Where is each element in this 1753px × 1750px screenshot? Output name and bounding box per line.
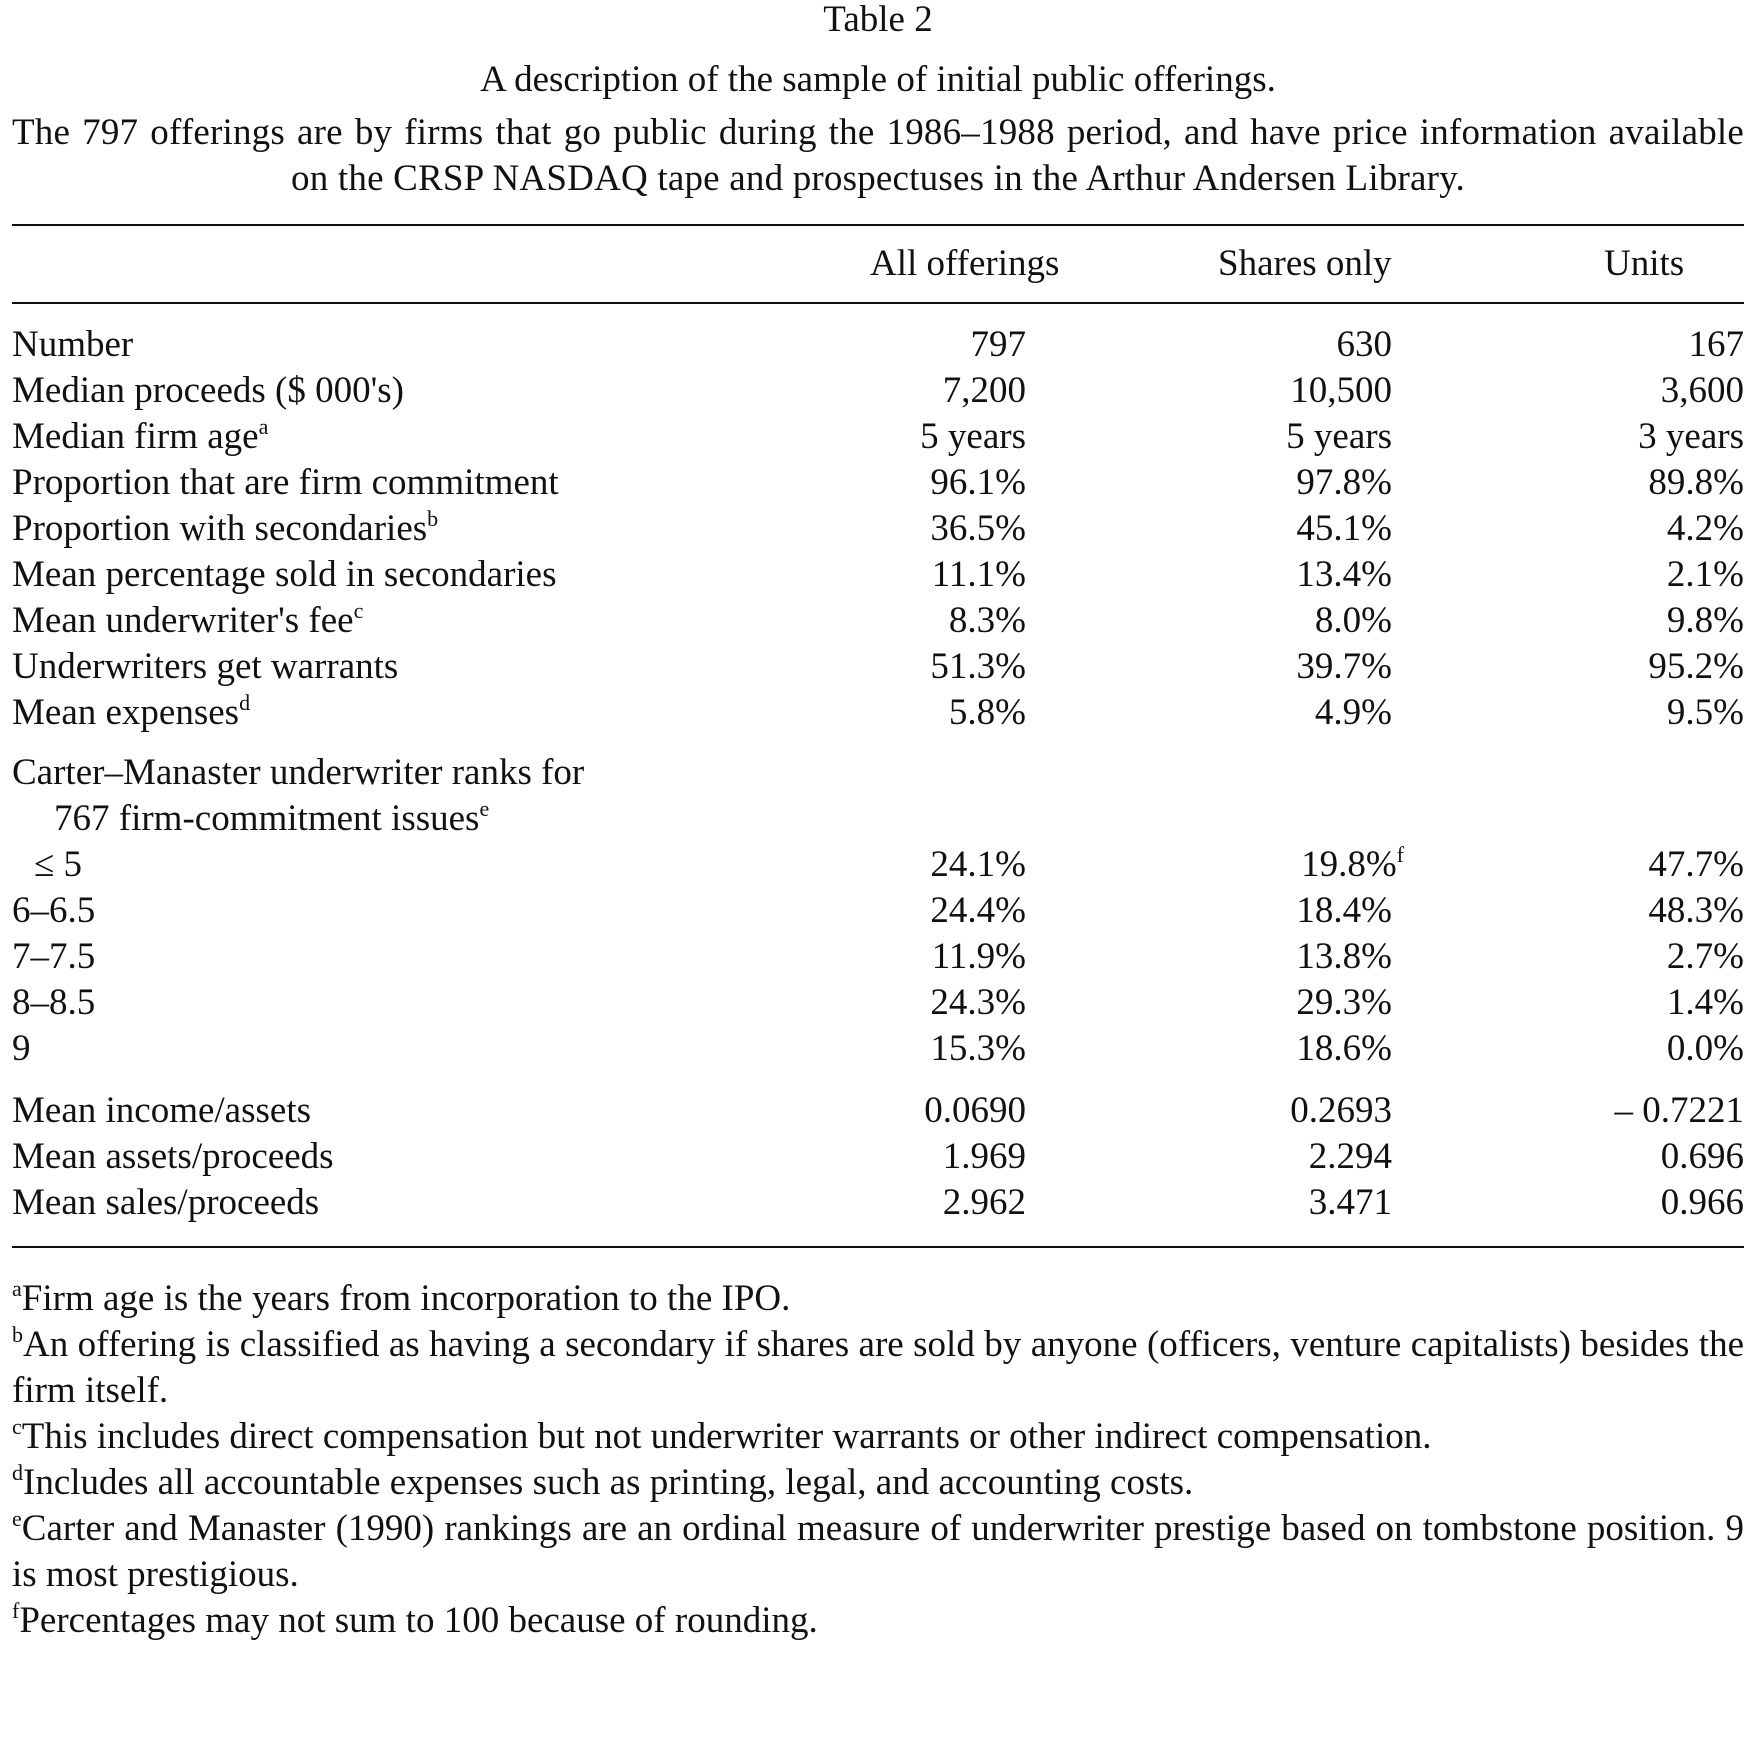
cell-all-offerings: 51.3%	[930, 646, 1026, 687]
table-row	[12, 460, 1744, 506]
cell-units: 0.0%	[1666, 1028, 1744, 1069]
row-label: Proportion with secondaries$^b$	[12, 506, 439, 549]
page	[12, 0, 1744, 1644]
row-label: Number	[12, 324, 134, 365]
table-row	[12, 888, 1744, 934]
ranks-heading-line-1: Carter–Manaster underwriter ranks for	[12, 752, 585, 793]
footnote-c: $^c$This includes direct compensation but not underwriter warrants or other indirect compensation.	[12, 1414, 1432, 1457]
footnote-mark: b	[427, 506, 439, 531]
row-label: Mean sales/proceeds	[12, 1182, 320, 1223]
row-label: Mean underwriter's fee$^c$	[12, 598, 364, 641]
cell-all-offerings: 797	[970, 324, 1026, 365]
table-row	[12, 1180, 1744, 1226]
table-number: Table 2	[823, 0, 933, 40]
row-label: Mean income/assets	[12, 1090, 311, 1131]
footnote-d: $^d$Includes all accountable expenses such as printing, legal, and accounting costs.	[12, 1460, 1194, 1503]
cell-all-offerings: 15.3%	[930, 1028, 1026, 1069]
table-row	[12, 598, 1744, 644]
cell-units: – 0.7221	[1614, 1090, 1744, 1131]
cell-all-offerings: 1.969	[942, 1136, 1026, 1177]
cell-all-offerings: 2.962	[942, 1182, 1026, 1223]
cell-all-offerings: 7,200	[942, 370, 1026, 411]
row-label: Proportion that are firm commitment	[12, 462, 559, 503]
footnote-mark: e	[479, 796, 490, 821]
cell-shares-only: 29.3%	[1296, 982, 1392, 1023]
row-label: 8–8.5	[12, 982, 96, 1023]
column-header-shares-only: Shares only	[1218, 243, 1392, 284]
row-label: Mean assets/proceeds	[12, 1136, 334, 1177]
table-row	[12, 842, 1744, 888]
cell-units: 167	[1688, 324, 1744, 365]
cell-all-offerings: 11.9%	[931, 936, 1026, 977]
cell-shares-only: 18.4%	[1296, 890, 1392, 931]
table-caption: The 797 offerings are by firms that go public during the 1986–1988 period, and have price information available on the CRSP NASDAQ tape and prospectuses in the Arthur Andersen Library.	[12, 112, 1744, 199]
footnote-mark: e	[12, 1506, 22, 1531]
row-label: ≤ 5	[34, 844, 83, 885]
row-label: Underwriters get warrants	[12, 646, 399, 687]
cell-shares-only: 2.294	[1308, 1136, 1392, 1177]
footnote-mark: c	[353, 598, 364, 623]
table-row	[12, 1134, 1744, 1180]
cell-shares-only: 3.471	[1308, 1182, 1392, 1223]
cell-shares-only: 8.0%	[1314, 600, 1392, 641]
row-label: Mean expenses$^d$	[12, 690, 251, 733]
cell-all-offerings: 36.5%	[930, 508, 1026, 549]
cell-shares-only: 5 years	[1286, 416, 1392, 457]
footnote-mark: a	[12, 1276, 22, 1301]
cell-units: 3,600	[1660, 370, 1744, 411]
table-row	[12, 506, 1744, 552]
table-row	[12, 414, 1744, 460]
cell-all-offerings: 24.1%	[930, 844, 1026, 885]
table-row	[12, 644, 1744, 690]
cell-units: 89.8%	[1648, 462, 1744, 503]
cell-units: 95.2%	[1648, 646, 1744, 687]
cell-units: 47.7%	[1648, 844, 1744, 885]
cell-units: 0.696	[1660, 1136, 1744, 1177]
footnote-e: $^e$Carter and Manaster (1990) rankings are an ordinal measure of underwriter prestige based on tombstone position. 9 is most prestigious.	[12, 1506, 1744, 1595]
footnote-mark: d	[12, 1460, 23, 1485]
table-row	[12, 322, 1744, 368]
cell-shares-only: 13.8%	[1296, 936, 1392, 977]
footnote-b: $^b$An offering is classified as having a secondary if shares are sold by anyone (officers, venture capitalists) besides the firm itself.	[12, 1322, 1744, 1411]
ranks-heading-line-2: 767 firm-commitment issues$^e$	[54, 796, 490, 839]
footnote-f: $^f$Percentages may not sum to 100 because of rounding.	[12, 1598, 818, 1641]
cell-shares-only: 97.8%	[1296, 462, 1392, 503]
cell-units: 2.1%	[1666, 554, 1744, 595]
table-row	[12, 1088, 1744, 1134]
footnote-mark: b	[12, 1322, 23, 1347]
cell-all-offerings: 0.0690	[924, 1090, 1026, 1131]
cell-shares-only: 4.9%	[1314, 692, 1392, 733]
cell-all-offerings: 24.4%	[930, 890, 1026, 931]
cell-shares-only: 39.7%	[1296, 646, 1392, 687]
footnote-mark: f	[1396, 842, 1404, 867]
row-label: Mean percentage sold in secondaries	[12, 554, 557, 595]
table-row	[12, 1026, 1744, 1072]
footnote-mark: f	[12, 1598, 20, 1623]
footnotes	[12, 1276, 1744, 1644]
cell-shares-only: 19.8%$^f$	[1301, 842, 1404, 885]
cell-all-offerings: 5.8%	[948, 692, 1026, 733]
table-title: A description of the sample of initial public offerings.	[480, 59, 1276, 100]
row-label: 6–6.5	[12, 890, 96, 931]
cell-all-offerings: 24.3%	[930, 982, 1026, 1023]
column-header-all-offerings: All offerings	[870, 243, 1060, 284]
table-row	[12, 934, 1744, 980]
cell-all-offerings: 96.1%	[930, 462, 1026, 503]
table-row	[12, 980, 1744, 1026]
cell-units: 9.5%	[1666, 692, 1744, 733]
cell-shares-only: 10,500	[1290, 370, 1392, 411]
cell-units: 4.2%	[1666, 508, 1744, 549]
cell-shares-only: 630	[1336, 324, 1392, 365]
bottom-rule	[12, 1246, 1744, 1248]
cell-units: 1.4%	[1666, 982, 1744, 1023]
footnote-mark: a	[258, 414, 269, 439]
footnote-a: $^a$Firm age is the years from incorporation to the IPO.	[12, 1276, 791, 1319]
cell-units: 2.7%	[1666, 936, 1744, 977]
table-body	[12, 322, 1744, 1226]
row-label: Median proceeds ($ 000's)	[12, 370, 404, 411]
footnote-mark: c	[12, 1414, 22, 1439]
cell-units: 0.966	[1660, 1182, 1744, 1223]
header-rule	[12, 302, 1744, 304]
cell-all-offerings: 5 years	[920, 416, 1026, 457]
cell-shares-only: 0.2693	[1290, 1090, 1392, 1131]
footnote-mark: d	[239, 690, 251, 715]
row-label: Median firm age$^a$	[12, 414, 269, 457]
cell-units: 3 years	[1638, 416, 1744, 457]
cell-units: 9.8%	[1666, 600, 1744, 641]
cell-shares-only: 18.6%	[1296, 1028, 1392, 1069]
cell-all-offerings: 11.1%	[931, 554, 1026, 595]
table-row	[12, 368, 1744, 414]
row-label: 9	[12, 1028, 31, 1069]
cell-units: 48.3%	[1648, 890, 1744, 931]
table-row	[12, 552, 1744, 598]
row-label: 7–7.5	[12, 936, 96, 977]
cell-all-offerings: 8.3%	[948, 600, 1026, 641]
table-row	[12, 690, 1744, 736]
cell-shares-only: 13.4%	[1296, 554, 1392, 595]
column-header-units: Units	[1604, 243, 1685, 284]
column-header-row	[12, 226, 1744, 302]
cell-shares-only: 45.1%	[1296, 508, 1392, 549]
